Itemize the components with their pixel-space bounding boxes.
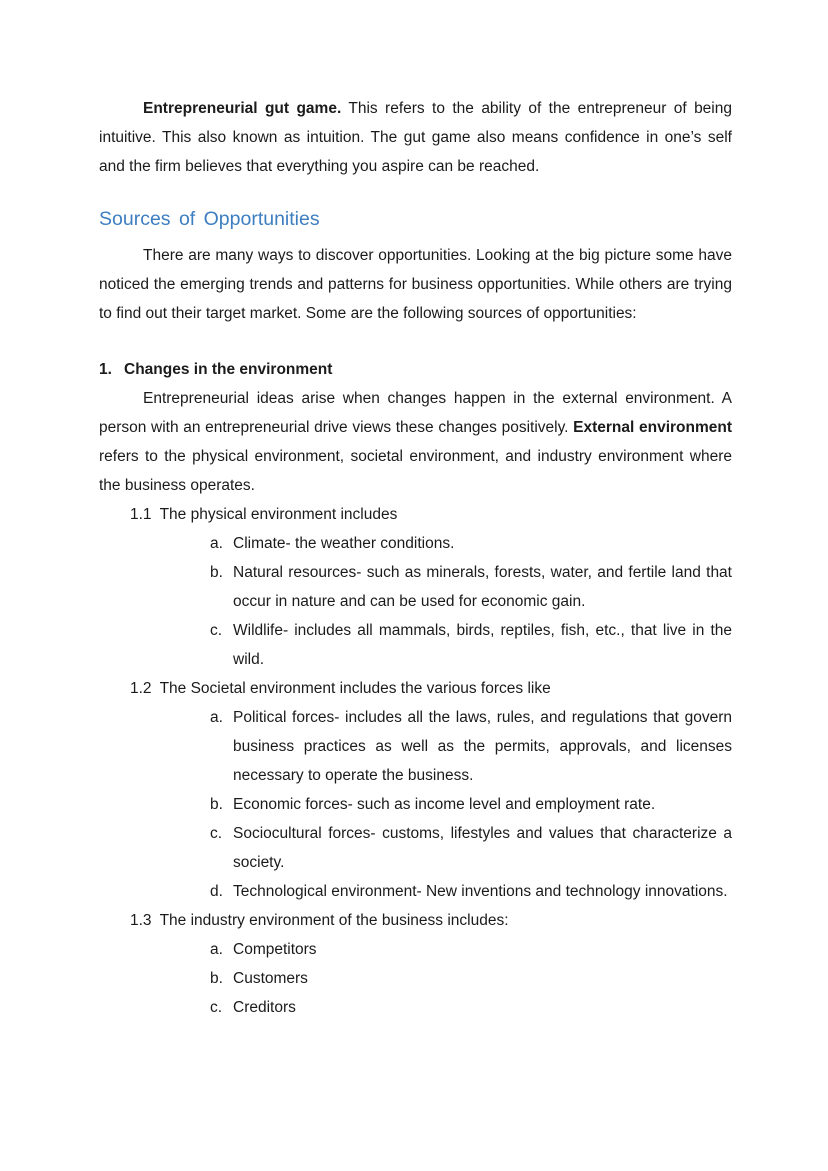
list-item — [210, 819, 732, 877]
list-item-letter: b. — [210, 970, 223, 987]
item-title: Changes in the environment — [124, 361, 333, 378]
list-item — [210, 529, 732, 558]
list-item — [210, 558, 732, 616]
list-item-letter: c. — [210, 825, 223, 842]
list-item-letter: b. — [210, 564, 223, 581]
list-item-letter: a. — [210, 535, 223, 552]
sublist-heading-1-2 — [130, 674, 732, 703]
sublist-heading-1-3 — [130, 906, 732, 935]
list-item-text: Climate- the weather conditions. — [233, 535, 455, 552]
item-number: 1. — [99, 361, 112, 378]
list-item-letter: c. — [210, 622, 223, 639]
list-item-letter: c. — [210, 999, 223, 1016]
intro-paragraph — [99, 94, 732, 181]
list-item — [210, 935, 732, 964]
list-item — [210, 616, 732, 674]
list-item-text: Creditors — [233, 999, 296, 1016]
intro-paragraph-bold-lead: Entrepreneurial gut game. — [143, 100, 342, 117]
item-paragraph — [99, 384, 732, 500]
item-paragraph-part1: Entrepreneurial ideas arise when changes happen in the external environment. A person with an entrepreneurial drive views these changes positively. — [99, 390, 732, 436]
sublist-heading-1-1 — [130, 500, 732, 529]
item-paragraph-part2: refers to the physical environment, societal environment, and industry environment where the business operates. — [99, 448, 732, 494]
list-item-letter: b. — [210, 796, 223, 813]
list-item — [210, 993, 732, 1022]
list-item — [210, 703, 732, 790]
sublist-title: The industry environment of the business includes: — [159, 912, 509, 929]
list-item-text: Natural resources- such as minerals, forests, water, and fertile land that occur in nature and can be used for economic gain. — [233, 564, 732, 610]
list-item-text: Technological environment- New inventions and technology innovations. — [233, 883, 728, 900]
list-item-letter: a. — [210, 941, 223, 958]
list-item-text: Sociocultural forces- customs, lifestyles and values that characterize a society. — [233, 825, 732, 871]
list-item-text: Political forces- includes all the laws, rules, and regulations that govern business practices as well as the permits, approvals, and licenses necessary to operate the business. — [233, 709, 732, 784]
list-item — [210, 877, 732, 906]
list-item-text: Wildlife- includes all mammals, birds, reptiles, fish, etc., that live in the wild. — [233, 622, 732, 668]
list-item — [210, 964, 732, 993]
list-item-letter: a. — [210, 709, 223, 726]
sublist-number: 1.1 — [130, 506, 152, 523]
sublist-title: The physical environment includes — [159, 506, 398, 523]
item-paragraph-bold: External environment — [573, 419, 732, 436]
list-item-text: Competitors — [233, 941, 317, 958]
sublist-number: 1.3 — [130, 912, 152, 929]
intro-paragraph-text: This refers to the ability of the entrepreneur of being intuitive. This also known as intuition. The gut game also means confidence in one’s self and the firm believes that everything you aspire can be reached. — [99, 100, 732, 175]
section-heading: Sources of Opportunities — [99, 208, 320, 230]
list-item — [210, 790, 732, 819]
section-intro-paragraph: There are many ways to discover opportunities. Looking at the big picture some have noticed the emerging trends and patterns for business opportunities. While others are trying to find out their target market. Some are the following sources of opportunities: — [99, 247, 732, 322]
sublist-title: The Societal environment includes the various forces like — [159, 680, 551, 697]
numbered-item-heading — [99, 355, 732, 384]
list-item-text: Customers — [233, 970, 308, 987]
sublist-number: 1.2 — [130, 680, 152, 697]
list-item-letter: d. — [210, 883, 223, 900]
list-item-text: Economic forces- such as income level and employment rate. — [233, 796, 656, 813]
